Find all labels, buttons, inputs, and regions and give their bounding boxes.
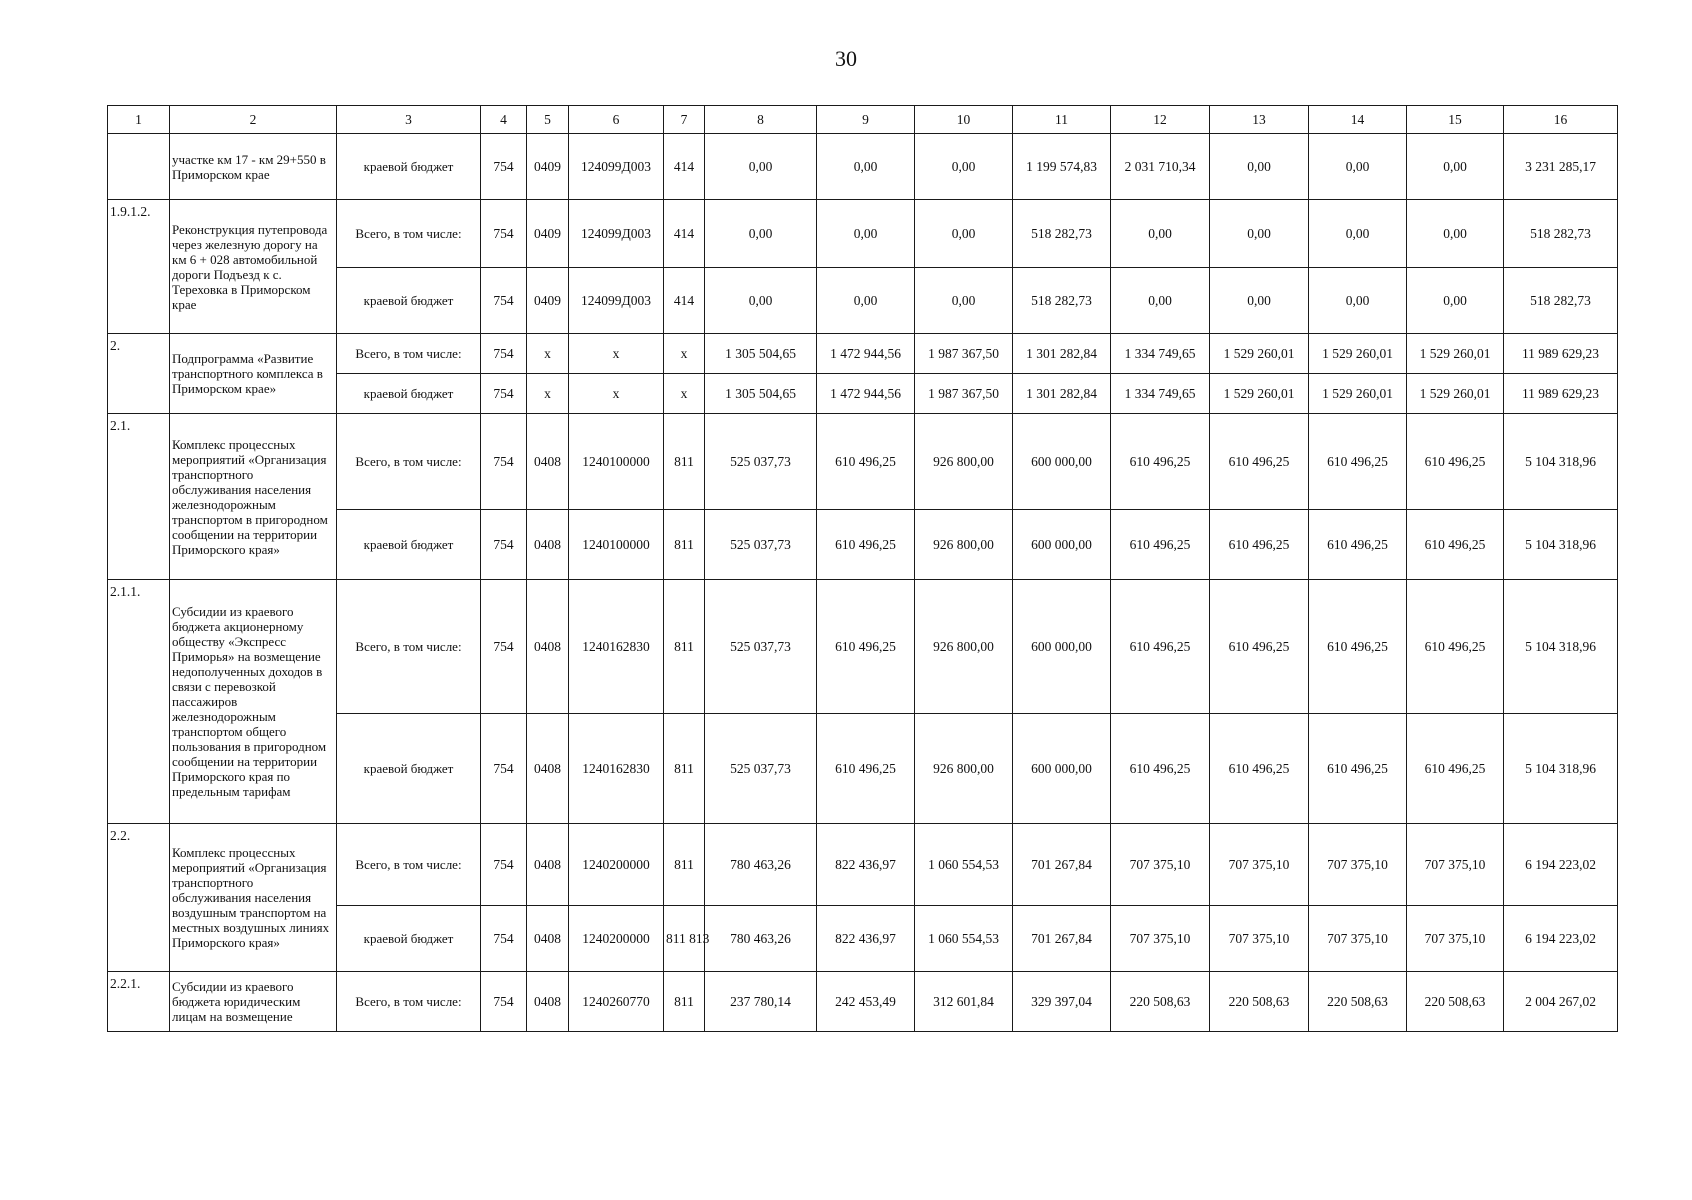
cell-col-6: 1240260770 xyxy=(569,972,664,1032)
column-header-10: 10 xyxy=(915,106,1013,134)
cell-col-6: 1240162830 xyxy=(569,714,664,824)
cell-col-11: 600 000,00 xyxy=(1013,510,1111,580)
item-name: Реконструкция путепровода через железную дорогу на км 6 + 028 автомобильной дороги Подъезд к с. Тереховка в Приморском крае xyxy=(170,200,337,334)
column-header-15: 15 xyxy=(1407,106,1504,134)
cell-col-14: 0,00 xyxy=(1309,134,1407,200)
cell-col-14: 707 375,10 xyxy=(1309,906,1407,972)
cell-col-4: 754 xyxy=(481,824,527,906)
cell-col-11: 1 301 282,84 xyxy=(1013,334,1111,374)
cell-col-13: 707 375,10 xyxy=(1210,906,1309,972)
cell-col-8: 1 305 504,65 xyxy=(705,374,817,414)
funding-source: краевой бюджет xyxy=(337,906,481,972)
cell-col-5: 0408 xyxy=(527,972,569,1032)
item-name: Субсидии из краевого бюджета акционерному обществу «Экспресс Приморья» на возмещение недополученных доходов в связи с перевозкой пассажиров железнодорожным транспортом общего пользования в пригородном сообщении на территории Приморского края по предельным тарифам xyxy=(170,580,337,824)
item-number xyxy=(108,134,170,200)
column-header-1: 1 xyxy=(108,106,170,134)
funding-source: краевой бюджет xyxy=(337,714,481,824)
funding-source: Всего, в том числе: xyxy=(337,580,481,714)
cell-col-11: 701 267,84 xyxy=(1013,824,1111,906)
cell-col-4: 754 xyxy=(481,268,527,334)
cell-col-14: 0,00 xyxy=(1309,268,1407,334)
cell-col-11: 600 000,00 xyxy=(1013,714,1111,824)
column-header-7: 7 xyxy=(664,106,705,134)
cell-col-4: 754 xyxy=(481,580,527,714)
cell-col-7: х xyxy=(664,334,705,374)
cell-col-12: 707 375,10 xyxy=(1111,824,1210,906)
cell-col-15: 707 375,10 xyxy=(1407,824,1504,906)
cell-col-11: 1 301 282,84 xyxy=(1013,374,1111,414)
cell-col-15: 0,00 xyxy=(1407,200,1504,268)
cell-col-6: 1240100000 xyxy=(569,414,664,510)
cell-col-5: 0408 xyxy=(527,580,569,714)
cell-col-7: 811 xyxy=(664,414,705,510)
cell-col-12: 1 334 749,65 xyxy=(1111,334,1210,374)
cell-col-14: 220 508,63 xyxy=(1309,972,1407,1032)
cell-col-4: 754 xyxy=(481,200,527,268)
cell-col-9: 0,00 xyxy=(817,200,915,268)
cell-col-12: 0,00 xyxy=(1111,200,1210,268)
cell-col-5: 0408 xyxy=(527,906,569,972)
cell-col-8: 237 780,14 xyxy=(705,972,817,1032)
cell-col-6: х xyxy=(569,374,664,414)
cell-col-10: 1 987 367,50 xyxy=(915,334,1013,374)
cell-col-16: 6 194 223,02 xyxy=(1504,906,1618,972)
cell-col-16: 5 104 318,96 xyxy=(1504,714,1618,824)
cell-col-13: 0,00 xyxy=(1210,134,1309,200)
cell-col-12: 610 496,25 xyxy=(1111,510,1210,580)
cell-col-11: 701 267,84 xyxy=(1013,906,1111,972)
cell-col-4: 754 xyxy=(481,714,527,824)
cell-col-9: 610 496,25 xyxy=(817,714,915,824)
funding-source: краевой бюджет xyxy=(337,510,481,580)
cell-col-16: 5 104 318,96 xyxy=(1504,510,1618,580)
cell-col-13: 220 508,63 xyxy=(1210,972,1309,1032)
cell-col-10: 926 800,00 xyxy=(915,414,1013,510)
column-header-6: 6 xyxy=(569,106,664,134)
item-name: Комплекс процессных мероприятий «Организация транспортного обслуживания населения железнодорожным транспортом в пригородном сообщении на территории Приморского края» xyxy=(170,414,337,580)
cell-col-4: 754 xyxy=(481,972,527,1032)
cell-col-15: 0,00 xyxy=(1407,268,1504,334)
cell-col-10: 312 601,84 xyxy=(915,972,1013,1032)
cell-col-10: 0,00 xyxy=(915,268,1013,334)
table-row xyxy=(108,580,1618,714)
item-number: 2. xyxy=(108,334,170,414)
table-body xyxy=(108,134,1618,1032)
cell-col-5: 0409 xyxy=(527,134,569,200)
table-row xyxy=(108,824,1618,906)
cell-col-5: х xyxy=(527,374,569,414)
cell-col-7: х xyxy=(664,374,705,414)
cell-col-8: 0,00 xyxy=(705,134,817,200)
column-header-12: 12 xyxy=(1111,106,1210,134)
cell-col-7: 811 xyxy=(664,580,705,714)
cell-col-14: 610 496,25 xyxy=(1309,580,1407,714)
cell-col-16: 5 104 318,96 xyxy=(1504,414,1618,510)
table-row xyxy=(108,334,1618,374)
column-header-3: 3 xyxy=(337,106,481,134)
cell-col-6: 124099Д003 xyxy=(569,200,664,268)
item-name: участке км 17 - км 29+550 в Приморском крае xyxy=(170,134,337,200)
cell-col-11: 600 000,00 xyxy=(1013,414,1111,510)
cell-col-6: 1240200000 xyxy=(569,824,664,906)
budget-table xyxy=(107,105,1618,1032)
cell-col-15: 610 496,25 xyxy=(1407,414,1504,510)
cell-col-11: 600 000,00 xyxy=(1013,580,1111,714)
cell-col-15: 1 529 260,01 xyxy=(1407,374,1504,414)
cell-col-9: 610 496,25 xyxy=(817,414,915,510)
cell-col-5: 0408 xyxy=(527,414,569,510)
funding-source: Всего, в том числе: xyxy=(337,414,481,510)
cell-col-9: 610 496,25 xyxy=(817,580,915,714)
cell-col-7: 811 xyxy=(664,824,705,906)
cell-col-15: 220 508,63 xyxy=(1407,972,1504,1032)
cell-col-12: 1 334 749,65 xyxy=(1111,374,1210,414)
cell-col-13: 610 496,25 xyxy=(1210,414,1309,510)
cell-col-16: 11 989 629,23 xyxy=(1504,334,1618,374)
item-number: 2.2. xyxy=(108,824,170,972)
cell-col-16: 518 282,73 xyxy=(1504,200,1618,268)
column-number-row xyxy=(108,106,1618,134)
cell-col-11: 518 282,73 xyxy=(1013,268,1111,334)
cell-col-15: 707 375,10 xyxy=(1407,906,1504,972)
cell-col-5: 0409 xyxy=(527,268,569,334)
cell-col-13: 1 529 260,01 xyxy=(1210,374,1309,414)
cell-col-8: 1 305 504,65 xyxy=(705,334,817,374)
cell-col-10: 926 800,00 xyxy=(915,510,1013,580)
cell-col-6: х xyxy=(569,334,664,374)
cell-col-9: 0,00 xyxy=(817,268,915,334)
cell-col-7: 414 xyxy=(664,200,705,268)
cell-col-9: 0,00 xyxy=(817,134,915,200)
cell-col-6: 124099Д003 xyxy=(569,134,664,200)
funding-source: Всего, в том числе: xyxy=(337,200,481,268)
cell-col-16: 2 004 267,02 xyxy=(1504,972,1618,1032)
cell-col-12: 610 496,25 xyxy=(1111,714,1210,824)
cell-col-7: 414 xyxy=(664,268,705,334)
column-header-16: 16 xyxy=(1504,106,1618,134)
item-number: 2.2.1. xyxy=(108,972,170,1032)
cell-col-8: 780 463,26 xyxy=(705,906,817,972)
cell-col-7: 811 xyxy=(664,714,705,824)
cell-col-8: 525 037,73 xyxy=(705,510,817,580)
cell-col-15: 0,00 xyxy=(1407,134,1504,200)
column-header-13: 13 xyxy=(1210,106,1309,134)
cell-col-13: 0,00 xyxy=(1210,268,1309,334)
cell-col-10: 0,00 xyxy=(915,134,1013,200)
cell-col-4: 754 xyxy=(481,334,527,374)
cell-col-6: 124099Д003 xyxy=(569,268,664,334)
table-row xyxy=(108,972,1618,1032)
cell-col-9: 1 472 944,56 xyxy=(817,374,915,414)
cell-col-12: 2 031 710,34 xyxy=(1111,134,1210,200)
table-row xyxy=(108,414,1618,510)
cell-col-8: 780 463,26 xyxy=(705,824,817,906)
cell-col-9: 1 472 944,56 xyxy=(817,334,915,374)
cell-col-13: 0,00 xyxy=(1210,200,1309,268)
column-header-11: 11 xyxy=(1013,106,1111,134)
cell-col-5: 0408 xyxy=(527,824,569,906)
cell-col-12: 610 496,25 xyxy=(1111,414,1210,510)
cell-col-4: 754 xyxy=(481,906,527,972)
cell-col-13: 610 496,25 xyxy=(1210,510,1309,580)
cell-col-5: х xyxy=(527,334,569,374)
cell-col-10: 926 800,00 xyxy=(915,580,1013,714)
cell-col-4: 754 xyxy=(481,510,527,580)
cell-col-12: 707 375,10 xyxy=(1111,906,1210,972)
table-row xyxy=(108,200,1618,268)
cell-col-11: 518 282,73 xyxy=(1013,200,1111,268)
cell-col-6: 1240162830 xyxy=(569,580,664,714)
cell-col-10: 0,00 xyxy=(915,200,1013,268)
cell-col-9: 610 496,25 xyxy=(817,510,915,580)
cell-col-13: 610 496,25 xyxy=(1210,714,1309,824)
funding-source: краевой бюджет xyxy=(337,134,481,200)
cell-col-12: 610 496,25 xyxy=(1111,580,1210,714)
cell-col-9: 242 453,49 xyxy=(817,972,915,1032)
item-number: 2.1.1. xyxy=(108,580,170,824)
cell-col-11: 1 199 574,83 xyxy=(1013,134,1111,200)
cell-col-14: 1 529 260,01 xyxy=(1309,374,1407,414)
item-number: 2.1. xyxy=(108,414,170,580)
cell-col-14: 0,00 xyxy=(1309,200,1407,268)
cell-col-16: 5 104 318,96 xyxy=(1504,580,1618,714)
cell-col-8: 0,00 xyxy=(705,200,817,268)
cell-col-14: 1 529 260,01 xyxy=(1309,334,1407,374)
cell-col-16: 518 282,73 xyxy=(1504,268,1618,334)
cell-col-7: 414 xyxy=(664,134,705,200)
column-header-8: 8 xyxy=(705,106,817,134)
cell-col-8: 525 037,73 xyxy=(705,580,817,714)
cell-col-5: 0408 xyxy=(527,510,569,580)
column-header-9: 9 xyxy=(817,106,915,134)
cell-col-8: 525 037,73 xyxy=(705,714,817,824)
funding-source: Всего, в том числе: xyxy=(337,824,481,906)
item-name: Комплекс процессных мероприятий «Организация транспортного обслуживания населения воздушным транспортом на местных воздушных линиях Приморского края» xyxy=(170,824,337,972)
cell-col-5: 0408 xyxy=(527,714,569,824)
cell-col-7: 811 813 xyxy=(664,906,705,972)
cell-col-9: 822 436,97 xyxy=(817,906,915,972)
cell-col-16: 6 194 223,02 xyxy=(1504,824,1618,906)
column-header-14: 14 xyxy=(1309,106,1407,134)
cell-col-15: 1 529 260,01 xyxy=(1407,334,1504,374)
funding-source: Всего, в том числе: xyxy=(337,334,481,374)
cell-col-8: 0,00 xyxy=(705,268,817,334)
cell-col-13: 707 375,10 xyxy=(1210,824,1309,906)
cell-col-11: 329 397,04 xyxy=(1013,972,1111,1032)
cell-col-13: 610 496,25 xyxy=(1210,580,1309,714)
cell-col-15: 610 496,25 xyxy=(1407,510,1504,580)
funding-source: Всего, в том числе: xyxy=(337,972,481,1032)
cell-col-6: 1240200000 xyxy=(569,906,664,972)
cell-col-8: 525 037,73 xyxy=(705,414,817,510)
cell-col-9: 822 436,97 xyxy=(817,824,915,906)
column-header-2: 2 xyxy=(170,106,337,134)
cell-col-15: 610 496,25 xyxy=(1407,580,1504,714)
cell-col-6: 1240100000 xyxy=(569,510,664,580)
cell-col-16: 11 989 629,23 xyxy=(1504,374,1618,414)
funding-source: краевой бюджет xyxy=(337,374,481,414)
column-header-5: 5 xyxy=(527,106,569,134)
item-name: Подпрограмма «Развитие транспортного комплекса в Приморском крае» xyxy=(170,334,337,414)
cell-col-16: 3 231 285,17 xyxy=(1504,134,1618,200)
cell-col-4: 754 xyxy=(481,134,527,200)
column-header-4: 4 xyxy=(481,106,527,134)
cell-col-14: 610 496,25 xyxy=(1309,714,1407,824)
cell-col-5: 0409 xyxy=(527,200,569,268)
cell-col-12: 220 508,63 xyxy=(1111,972,1210,1032)
cell-col-14: 707 375,10 xyxy=(1309,824,1407,906)
cell-col-4: 754 xyxy=(481,414,527,510)
cell-col-10: 1 987 367,50 xyxy=(915,374,1013,414)
cell-col-7: 811 xyxy=(664,972,705,1032)
cell-col-14: 610 496,25 xyxy=(1309,510,1407,580)
cell-col-13: 1 529 260,01 xyxy=(1210,334,1309,374)
cell-col-15: 610 496,25 xyxy=(1407,714,1504,824)
table-row xyxy=(108,134,1618,200)
cell-col-10: 1 060 554,53 xyxy=(915,824,1013,906)
item-number: 1.9.1.2. xyxy=(108,200,170,334)
funding-source: краевой бюджет xyxy=(337,268,481,334)
cell-col-7: 811 xyxy=(664,510,705,580)
cell-col-10: 1 060 554,53 xyxy=(915,906,1013,972)
cell-col-4: 754 xyxy=(481,374,527,414)
cell-col-12: 0,00 xyxy=(1111,268,1210,334)
item-name: Субсидии из краевого бюджета юридическим лицам на возмещение xyxy=(170,972,337,1032)
cell-col-14: 610 496,25 xyxy=(1309,414,1407,510)
page-number: 30 xyxy=(835,46,857,71)
cell-col-10: 926 800,00 xyxy=(915,714,1013,824)
